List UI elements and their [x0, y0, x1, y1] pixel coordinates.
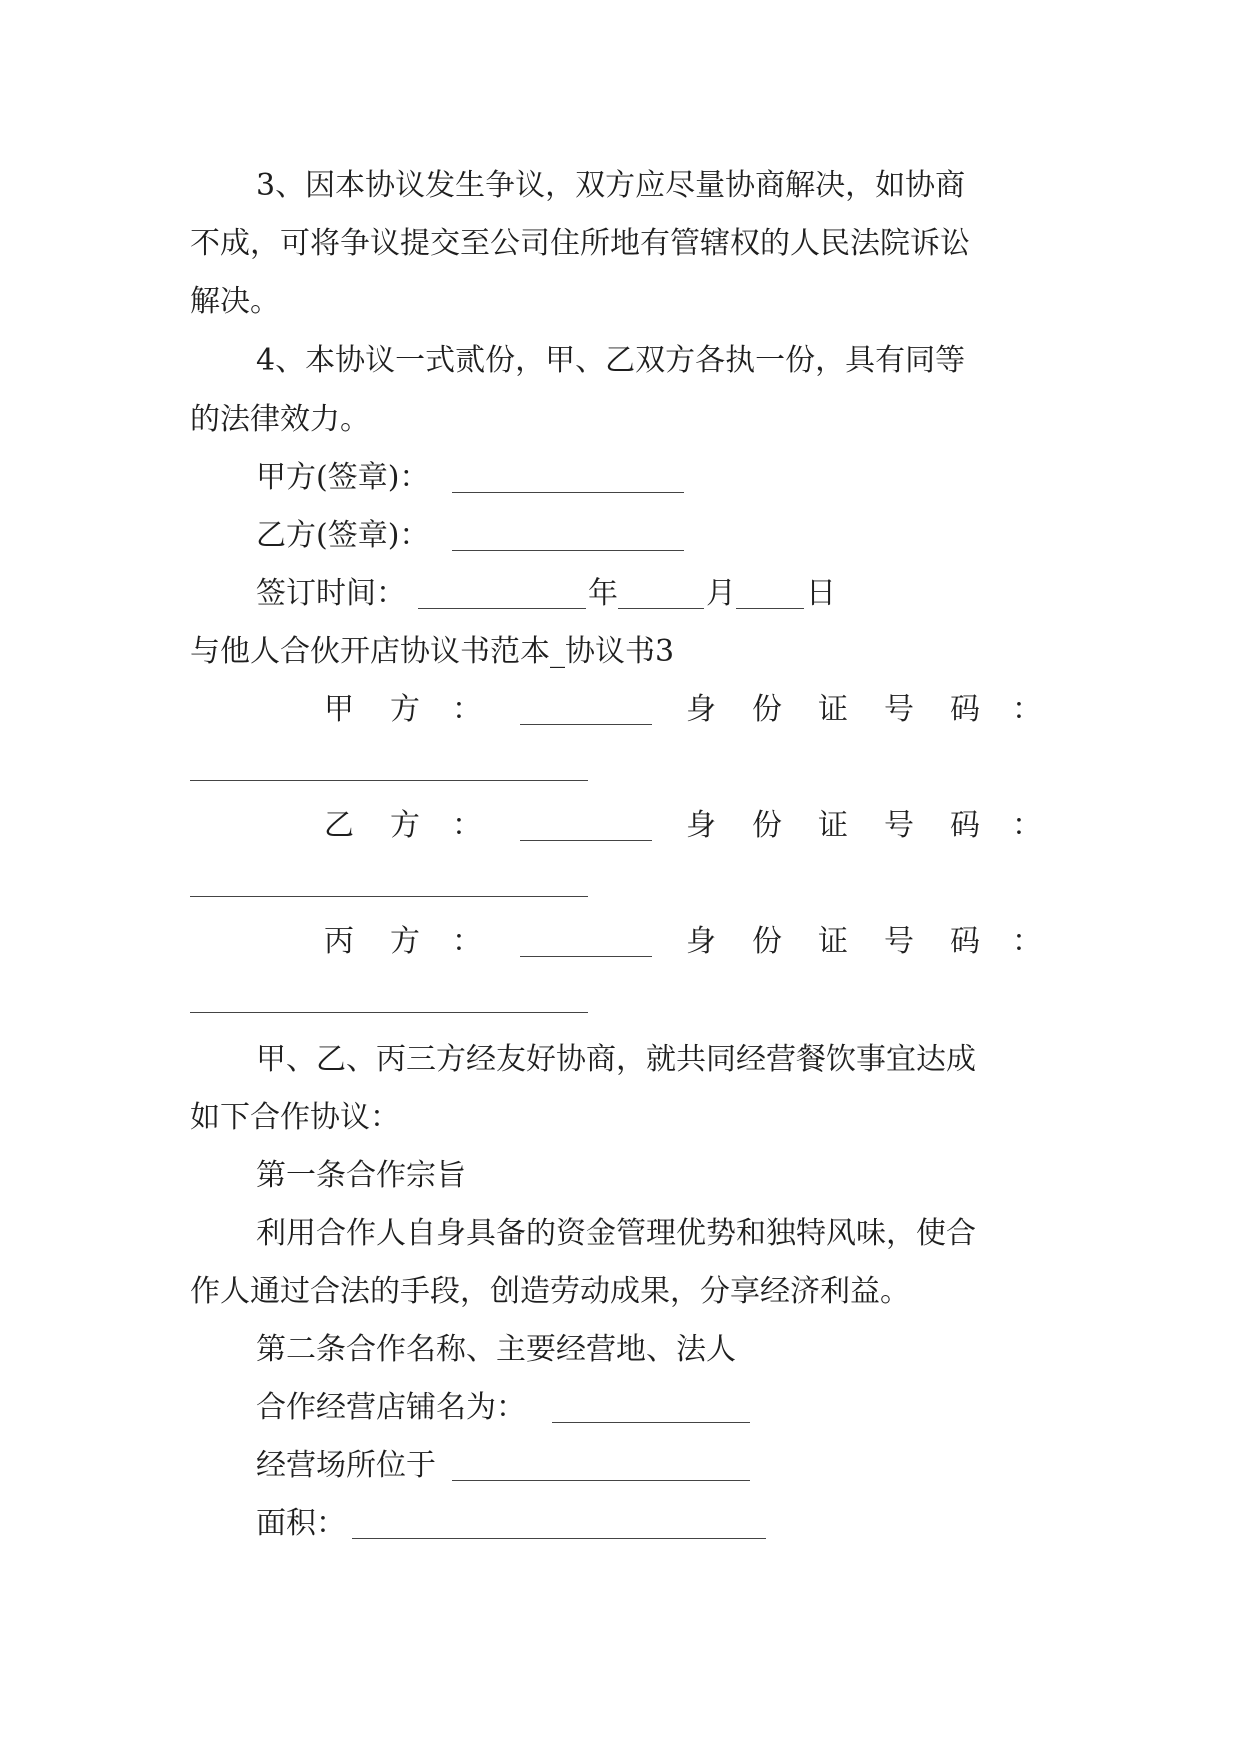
party-c-id-char-2: 份	[752, 924, 782, 959]
party-b-id-colon: ：	[1012, 808, 1042, 843]
party-c-name: 丙	[324, 924, 354, 959]
party-b-name-blank	[520, 840, 652, 841]
party-c-id-colon: ：	[1012, 924, 1042, 959]
location-label: 经营场所位于	[256, 1448, 436, 1483]
month-label: 月	[706, 576, 736, 611]
party-b-id-blank	[190, 896, 588, 897]
party-a-id-char-1: 身	[686, 692, 716, 727]
party-a-name: 甲	[324, 692, 354, 727]
party-a-signature-label: 甲方(签章)：	[256, 460, 430, 495]
party-b-id-char-4: 号	[884, 808, 914, 843]
party-b-signature-label: 乙方(签章)：	[256, 518, 430, 553]
party-b-id-char-3: 证	[818, 808, 848, 843]
clause-3-line-3: 解决。	[190, 284, 280, 319]
party-b-colon: ：	[452, 808, 482, 843]
party-c-name-blank	[520, 956, 652, 957]
party-a-name-blank	[520, 724, 652, 725]
year-label: 年	[588, 576, 618, 611]
article-1-line-2: 作人通过合法的手段，创造劳动成果，分享经济利益。	[190, 1274, 910, 1309]
party-b-id-char-5: 码	[950, 808, 980, 843]
party-a-id-char-4: 号	[884, 692, 914, 727]
party-b-fang: 方	[390, 808, 420, 843]
party-c-id-char-4: 号	[884, 924, 914, 959]
party-b-signature-blank	[452, 550, 684, 551]
party-c-id-blank	[190, 1012, 588, 1013]
party-a-id-char-3: 证	[818, 692, 848, 727]
section-title: 与他人合伙开店协议书范本_协议书3	[190, 634, 675, 669]
article-2-title: 第二条合作名称、主要经营地、法人	[256, 1332, 736, 1367]
signing-date-label: 签订时间：	[256, 576, 406, 611]
party-b-id-char-2: 份	[752, 808, 782, 843]
party-b-name: 乙	[324, 808, 354, 843]
party-a-id-colon: ：	[1012, 692, 1042, 727]
year-blank	[418, 608, 586, 609]
clause-4-line-1: 4、本协议一式贰份，甲、乙双方各执一份，具有同等	[256, 343, 966, 378]
party-c-fang: 方	[390, 924, 420, 959]
article-1-line-1: 利用合作人自身具备的资金管理优势和独特风味，使合	[256, 1216, 976, 1251]
party-c-id-char-5: 码	[950, 924, 980, 959]
day-blank	[736, 608, 804, 609]
party-c-id-char-3: 证	[818, 924, 848, 959]
party-a-fang: 方	[390, 692, 420, 727]
party-a-colon: ：	[452, 692, 482, 727]
day-label: 日	[806, 576, 836, 611]
area-blank	[352, 1538, 766, 1539]
party-a-signature-blank	[452, 492, 684, 493]
month-blank	[618, 608, 704, 609]
area-label: 面积：	[256, 1506, 346, 1541]
party-b-id-char-1: 身	[686, 808, 716, 843]
article-1-title: 第一条合作宗旨	[256, 1158, 466, 1193]
clause-3-line-2: 不成，可将争议提交至公司住所地有管辖权的人民法院诉讼	[190, 226, 970, 261]
party-c-colon: ：	[452, 924, 482, 959]
party-a-id-char-5: 码	[950, 692, 980, 727]
location-blank	[452, 1480, 750, 1481]
party-a-id-blank	[190, 780, 588, 781]
party-c-id-char-1: 身	[686, 924, 716, 959]
clause-3-line-1: 3、因本协议发生争议，双方应尽量协商解决，如协商	[256, 168, 966, 203]
shop-name-label: 合作经营店铺名为：	[256, 1390, 526, 1425]
party-a-id-char-2: 份	[752, 692, 782, 727]
intro-line-2: 如下合作协议：	[190, 1100, 400, 1135]
intro-line-1: 甲、乙、丙三方经友好协商，就共同经营餐饮事宜达成	[256, 1042, 976, 1077]
clause-4-line-2: 的法律效力。	[190, 402, 370, 437]
shop-name-blank	[552, 1422, 750, 1423]
